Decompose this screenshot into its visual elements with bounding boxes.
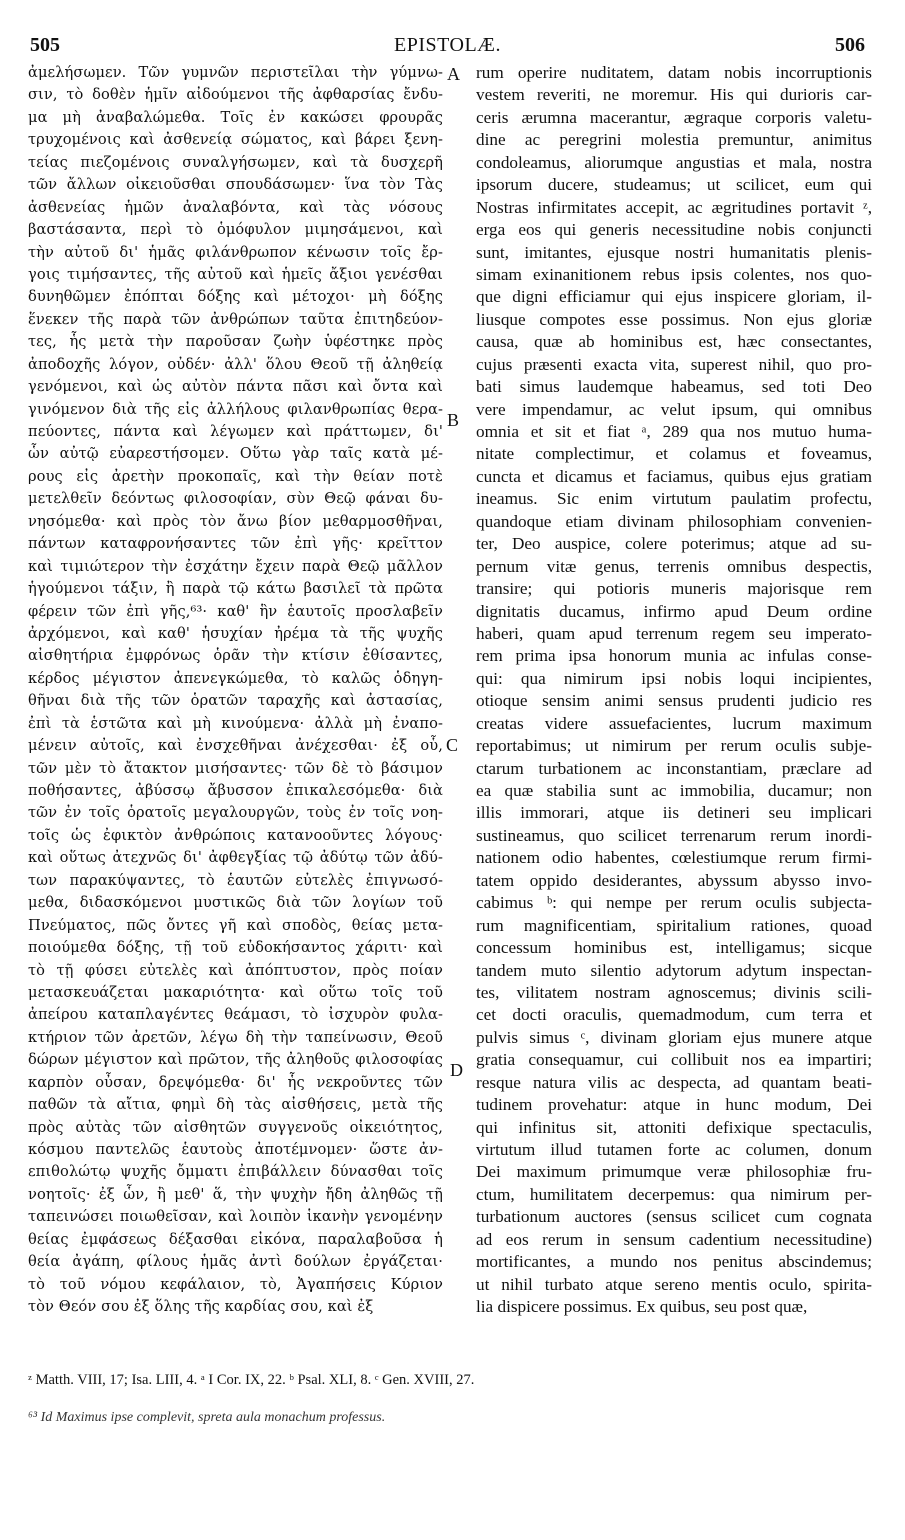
greek-text-line: νησόμεθα· καὶ πρὸς τὸν ἄνω βίον μεθαρμοσθῆναι, bbox=[28, 512, 443, 530]
latin-text-line: nationem odio habentes, cœlestiumque rerum firmi- bbox=[476, 848, 872, 868]
latin-text-line: omnia et sit et fiat ᵃ, 289 qua nos mutuo huma- bbox=[476, 422, 872, 441]
latin-text-line: causa, quæ ab hominibus est, hæc consectantes, bbox=[476, 332, 872, 352]
greek-text-line: μετελθεῖν δεόντως φιλοσοφίαν, σὺν Θεῷ φάναι δυ- bbox=[28, 490, 443, 508]
greek-text-line: δώρων μέγιστον καὶ πρῶτον, τῆς ἀληθοῦς φιλοσοφίας bbox=[28, 1051, 443, 1069]
latin-text-line: ctarum turbationem ac inconstantiam, præclare ad bbox=[476, 758, 872, 778]
margin-marker-c: C bbox=[446, 735, 459, 755]
latin-text-column bbox=[476, 62, 872, 1319]
greek-text-line: τὸν Θεόν σου ἐξ ὅλης τῆς καρδίας σου, καὶ ἐξ bbox=[28, 1298, 374, 1316]
latin-text-line: nitate complectimur, et colamus et foveamus, bbox=[476, 444, 872, 464]
greek-text-line: ἀσθενείας ἡμῶν ἀναλαβόντα, καὶ τὰς νόσους bbox=[28, 198, 443, 216]
latin-text-line: rum magnificentiam, spiritalium rationes, quoad bbox=[476, 915, 872, 935]
latin-text-line: quandoque etiam divinam philosophiam convenien- bbox=[476, 511, 872, 531]
latin-text-line: ctum, humilitatem decerpemus: qua nimirum per- bbox=[476, 1184, 872, 1204]
latin-text-line: erga eos qui generis necessitudine nobis conjuncti bbox=[476, 220, 872, 240]
latin-text-line: bati simus laudemque habeamus, sed toti Deo bbox=[476, 377, 872, 397]
greek-text-line: φέρειν τῶν ἐπὶ γῆς,⁶³· καθ' ἣν ἑαυτοῖς προσλαβεῖν bbox=[28, 602, 443, 620]
latin-text-line: ea quæ stabilia sunt ac immobilia, ducamur; non bbox=[476, 781, 872, 800]
latin-text-line: dignitatis ducamus, infirmo apud Deum ordine bbox=[476, 601, 872, 621]
page-number-left: 505 bbox=[30, 34, 60, 56]
greek-text-line: ἐπὶ τὰ ἑστῶτα καὶ μὴ κινούμενα· ἀλλὰ μὴ ἐναπο- bbox=[28, 714, 443, 732]
greek-text-line: τρυχομένοις καὶ ἀσθενείᾳ σώματος, καὶ βάρει ξενη- bbox=[28, 131, 443, 149]
greek-text-line: ταπεινώσει ποιωθεῖσαν, καὶ λοιπὸν ἱκανὴν γενομένην bbox=[28, 1208, 443, 1226]
latin-text-line: qui infinitus sit, attoniti defixique spectaculis, bbox=[476, 1117, 872, 1137]
latin-text-line: cabimus ᵇ: qui nempe per rerum oculis subjecta- bbox=[476, 893, 872, 913]
greek-text-line: κόσμου παντελῶς ἑαυτοὺς ἀποτέμνομεν· ὥστε ἀν- bbox=[28, 1141, 443, 1158]
greek-text-line: μετασκευάζεται μακαριότητα· καὶ οὕτω τοῖς τοῦ bbox=[28, 983, 443, 1001]
greek-text-line: τες, ἧς μετὰ τὴν παροῦσαν ζωὴν ὑφέστηκε πρὸς bbox=[28, 333, 443, 351]
latin-text-line: qui: qua nimirum ipsi nobis loqui incipientes, bbox=[476, 668, 872, 688]
latin-text-line: ineamus. Sic enim virtutum paulatim profectu, bbox=[476, 489, 872, 509]
greek-text-line: θείας ἐμφάσεως δέξασθαι εἰκόνα, παραλαβοῦσα ἡ bbox=[28, 1230, 443, 1248]
latin-text-line: pulvis simus ᶜ, divinam gloriam ejus munere atque bbox=[476, 1027, 872, 1047]
footnote-references: ᶻ Matth. VIII, 17; Isa. LIII, 4. ᵃ I Cor. IX, 22. ᵇ Psal. XLI, 8. ᶜ Gen. XVIII, 27. bbox=[28, 1372, 475, 1388]
latin-text-line: mortificantes, a mundo nos penitus abscindemus; bbox=[476, 1252, 872, 1272]
latin-text-line: pernum vitæ genus, terrenis omnibus despectis, bbox=[476, 556, 872, 576]
greek-text-line: Πνεύματος, πῶς ὄντες γῆ καὶ σποδὸς, θείας μετα- bbox=[28, 916, 443, 934]
greek-text-line: ἀμελήσωμεν. Τῶν γυμνῶν περιστεῖλαι τὴν γύμνω- bbox=[28, 64, 443, 81]
greek-text-line: ἕνεκεν τῆς παρὰ τῶν ἀνθρώπων ταῦτα ἐπιτηδεύον- bbox=[28, 310, 443, 328]
latin-text-line: reportabimus; ut nimirum per rerum oculis subje- bbox=[476, 736, 872, 756]
greek-text-line: σιν, τὸ δοθὲν ἡμῖν αἰδούμενοι τῆς ἀφθαρσίας ἔνδυ- bbox=[28, 86, 443, 104]
latin-text-line: illis immorari, atque iis detineri seu implicari bbox=[476, 803, 872, 823]
greek-text-line: ρους εἰς ἀρετὴν προκοπαῖς, καὶ τὴν θείαν ποτὲ bbox=[28, 467, 443, 485]
greek-text-line: επιθολώτῳ ψυχῆς ὄμματι ἐπιβάλλειν δύνασθαι τοῖς bbox=[28, 1163, 443, 1181]
latin-text-line: condoleamus, aliorumque angustias et mala, nostra bbox=[476, 152, 872, 172]
greek-text-line: τείας πιεζομένοις συναλγήσωμεν, καὶ τὰ δυσχερῆ bbox=[28, 153, 443, 171]
latin-text-line: haberi, quam apud terrenum regem seu imperato- bbox=[476, 623, 872, 643]
latin-text-line: dine ac peregrini molestia premuntur, animitus bbox=[476, 130, 872, 150]
greek-text-line: θῆναι διὰ τῆς τῶν ὁρατῶν ταραχῆς καὶ ἀστασίας, bbox=[28, 692, 443, 710]
latin-text-line: lia dispicere possimus. Ex quibus, seu post quæ, bbox=[476, 1297, 808, 1317]
latin-text-line: ipsorum ducere, studeamus; ut scilicet, eum qui bbox=[476, 175, 872, 195]
latin-text-line: tudinem provehatur: atque in hunc modum, Dei bbox=[476, 1095, 872, 1115]
latin-text-line: tes, vilitatem nostram agnoscemus; divinis scili- bbox=[476, 982, 872, 1002]
greek-text-line: ἀρχόμενοι, καὶ καθ' ἡσυχίαν ἠρέμα τὰ τῆς ψυχῆς bbox=[28, 624, 443, 642]
latin-text-line: Nostras infirmitates accepit, ac ægritudines portavit ᶻ, bbox=[476, 197, 872, 217]
greek-text-line: τῶν ἐν τοῖς ὁρατοῖς μεγαλουργῶν, τοὺς ἐν τοῖς νοη- bbox=[28, 804, 443, 822]
latin-text-line: otioque sensim animi sensus prudenti judicio res bbox=[476, 691, 872, 711]
greek-text-line: κέρδος μέγιστον ἀπενεγκώμεθα, τὸ καλῶς ὁδηγη- bbox=[28, 669, 443, 687]
greek-text-line: μα μὴ ἀναβαλώμεθα. Τοῖς ἐν κακώσει φρουρᾶς bbox=[28, 108, 443, 126]
greek-text-line: μεθα, διδασκόμενοι μυστικῶς διὰ τῶν λογίων τοῦ bbox=[28, 894, 443, 912]
greek-text-line: βαστάσαντα, περὶ τὸ ὁμόφυλον μιμησάμενοι, καὶ bbox=[28, 221, 443, 239]
latin-text-line: liusque compotes esse possimus. Non ejus gloriæ bbox=[476, 309, 872, 329]
latin-text-line: ad eos rerum in sensum cadentium necessitudine) bbox=[476, 1229, 872, 1249]
greek-text-line: κτήριον τῶν ἀρετῶν, λέγω δὴ τὴν ταπείνωσιν, Θεοῦ bbox=[28, 1028, 443, 1046]
latin-text-line: tatem oppido desiderantes, abyssum abysso invo- bbox=[476, 870, 872, 890]
latin-text-line: sustineamus, quo scilicet terrenarum rerum inordi- bbox=[476, 825, 872, 845]
greek-text-line: ποθήσαντες, ἀβύσσῳ ἄβυσσον ἐπικαλεσόμεθα· διὰ bbox=[28, 782, 443, 799]
footnote-note: ⁶³ Id Maximus ipse complevit, spreta aula monachum professus. bbox=[28, 1410, 386, 1425]
latin-text-line: cujus præsenti exacta vita, superest nihil, quo pro- bbox=[476, 354, 872, 374]
latin-text-line: tandem muto silentio adytorum adytum inspectan- bbox=[476, 960, 872, 980]
latin-text-line: transire; qui potioris muneris majorisque rem bbox=[476, 579, 872, 599]
latin-text-line: creatas videre assuefacientes, lucrum maximum bbox=[476, 713, 872, 733]
latin-text-line: rem prima ipsa honorum munia ac infulas conse- bbox=[476, 646, 872, 666]
running-title: EPISTOLÆ. bbox=[394, 34, 501, 56]
latin-text-line: sunt, imitantes, ejusque nostri humanitatis plenis- bbox=[476, 242, 872, 262]
greek-text-line: καὶ οὕτως ἀτεχνῶς δι' ἀφθεγξίας τῷ ἀδύτῳ τῶν ἀδύ- bbox=[28, 849, 443, 867]
greek-text-line: γοις τιμήσαντες, τῆς αὐτοῦ καὶ ἡμεῖς ἄξιοι γενέσθαι bbox=[28, 265, 443, 283]
greek-text-line: τῶν μὲν τὸ ἄτακτον μισήσαντες· τῶν δὲ τὸ βάσιμον bbox=[28, 759, 443, 777]
margin-marker-a: A bbox=[447, 64, 460, 84]
latin-text-line: gratia consequamur, cui collibuit nos ea impartiri; bbox=[476, 1050, 872, 1070]
greek-text-line: τὸ τῇ φύσει εὐτελὲς καὶ ἀπόπτυστον, πρὸς ποίαν bbox=[28, 961, 443, 979]
greek-text-line: ἡγούμενοι τάξιν, ἢ παρὰ τῷ κάτω βασιλεῖ τὰ πρῶτα bbox=[28, 580, 443, 598]
greek-text-line: ὧν αὐτῷ εὐαρεστήσομεν. Οὕτω γὰρ ταῖς κατὰ μέ- bbox=[28, 445, 443, 463]
latin-text-line: simam exinanitionem rebus ipsis colentes, nos quo- bbox=[476, 264, 872, 284]
latin-text-line: ut nihil turbato atque sereno mentis oculo, spirita- bbox=[476, 1274, 872, 1294]
latin-text-line: resque natura vilis ac despecta, ad quantam beati- bbox=[476, 1072, 872, 1092]
greek-text-line: πεύοντες, πάντα καὶ λέγωμεν καὶ πράττωμεν, δι' bbox=[28, 423, 443, 440]
greek-text-line: γινόμενον διὰ τῆς εἰς ἀλλήλους φιλανθρωπίας θερα- bbox=[28, 400, 443, 418]
latin-text-line: virtutum illud tutamen forte ac columen, donum bbox=[476, 1140, 872, 1159]
greek-text-line: τὴν αὐτοῦ δι' ἡμᾶς φιλάνθρωπον κένωσιν τοῖς ἔρ- bbox=[28, 243, 443, 261]
greek-text-line: πρὸς αὐτὰς τῶν αἰσθητῶν συγγενοῦς οἰκειότητος, bbox=[28, 1118, 443, 1136]
greek-text-line: τῶν ἄλλων οἰκειοῦσθαι σπουδάσωμεν· ἵνα τὸν Τὰς bbox=[28, 176, 443, 194]
latin-text-line: que digni efficiamur qui ejus inspicere gloriam, il- bbox=[476, 287, 872, 307]
latin-text-line: turbationum auctores (sensus scilicet cum cognata bbox=[476, 1207, 872, 1227]
greek-text-line: ποιούμεθα δόξης, τῇ τοῦ εὐδοκήσαντος χάριτι· καὶ bbox=[28, 939, 443, 957]
latin-text-line: concessum hominibus est, intelligamus; sicque bbox=[476, 938, 872, 958]
latin-text-line: ceris ærumna macerantur, ægraque corporis valetu- bbox=[476, 107, 872, 127]
greek-text-line: θεία ἀγάπη, φίλους ἡμᾶς ἀντὶ δούλων ἐργάζεται· bbox=[28, 1253, 443, 1271]
greek-text-line: καρπὸν οὖσαν, δρεψόμεθα· δι' ἧς νεκροῦντες τῶν bbox=[28, 1073, 443, 1091]
latin-text-line: vere impendamur, ac velut ipsum, qui omnibus bbox=[476, 399, 872, 419]
greek-text-column bbox=[28, 62, 443, 1319]
margin-marker-b: B bbox=[447, 410, 460, 430]
greek-text-line: καὶ τιμιώτερον τὴν ἐσχάτην ἔχειν παρὰ Θεῷ μᾶλλον bbox=[28, 557, 443, 575]
latin-text-line: cuncta et dicamus et faciamus, quibus ejus gratiam bbox=[476, 466, 872, 486]
latin-text-line: rum operire nuditatem, datam nobis incorruptionis bbox=[476, 63, 872, 82]
latin-text-line: Dei maximum primumque veræ philosophiæ fru- bbox=[476, 1162, 872, 1182]
greek-text-line: των παρακύψαντες, τὸ ἑαυτῶν εὐτελὲς ἐπιγνωσό- bbox=[28, 871, 443, 889]
greek-text-line: γενόμενοι, καὶ ὡς αὐτὸν πάντα πᾶσι καὶ ὄντα καὶ bbox=[28, 378, 443, 396]
page-header bbox=[30, 34, 865, 58]
greek-text-line: τοῖς ὡς ἐφικτὸν ἀνθρώποις κατανοοῦντες λόγους· bbox=[28, 826, 443, 844]
page-number-right: 506 bbox=[835, 34, 865, 56]
greek-text-line: πάντων καταφρονήσαντες τῶν ἐπὶ γῆς· κρεῖττον bbox=[28, 535, 443, 553]
greek-text-line: νοητοῖς· ἐξ ὧν, ἢ μεθ' ἅ, τὴν ψυχὴν ἤδη ἀληθῶς τῇ bbox=[28, 1185, 443, 1203]
greek-text-line: ἀποδοχῆς λόγον, οὐδέν· ἀλλ' ὅλου Θεοῦ τῇ ἀληθείᾳ bbox=[28, 355, 443, 373]
greek-text-line: τὸ τοῦ νόμου κεφάλαιον, τὸ, Ἀγαπήσεις Κύριον bbox=[28, 1275, 443, 1293]
margin-marker-d: D bbox=[450, 1060, 463, 1080]
latin-text-line: vestem reveriti, ne moremur. His qui durioris car- bbox=[476, 85, 872, 105]
latin-text-line: cet docti oraculis, quemadmodum, cum terra et bbox=[476, 1005, 872, 1025]
greek-text-line: μένειν αὐτοῖς, καὶ ἐνσχεθῆναι ἀνέχεσθαι· ἐξ οὗ, bbox=[28, 737, 443, 755]
greek-text-line: παθῶν τὰ αἴτια, φημὶ δὴ τὰς αἰσθήσεις, μετὰ τῆς bbox=[28, 1096, 443, 1114]
greek-text-line: αἰσθητήρια ἐμφρόνως ὁρᾶν τὴν κτίσιν ἐθίσαντες, bbox=[28, 647, 443, 665]
greek-text-line: δυνηθῶμεν ἐπόπται δόξης καὶ μέτοχοι· μὴ δόξης bbox=[28, 288, 443, 306]
latin-text-line: ter, Deo auspice, colere poterimus; atque ad su- bbox=[476, 534, 872, 554]
greek-text-line: ἀπείρου καταπλαγέντες θεάμασι, τὸ ἰσχυρὸν φυλα- bbox=[28, 1006, 443, 1024]
